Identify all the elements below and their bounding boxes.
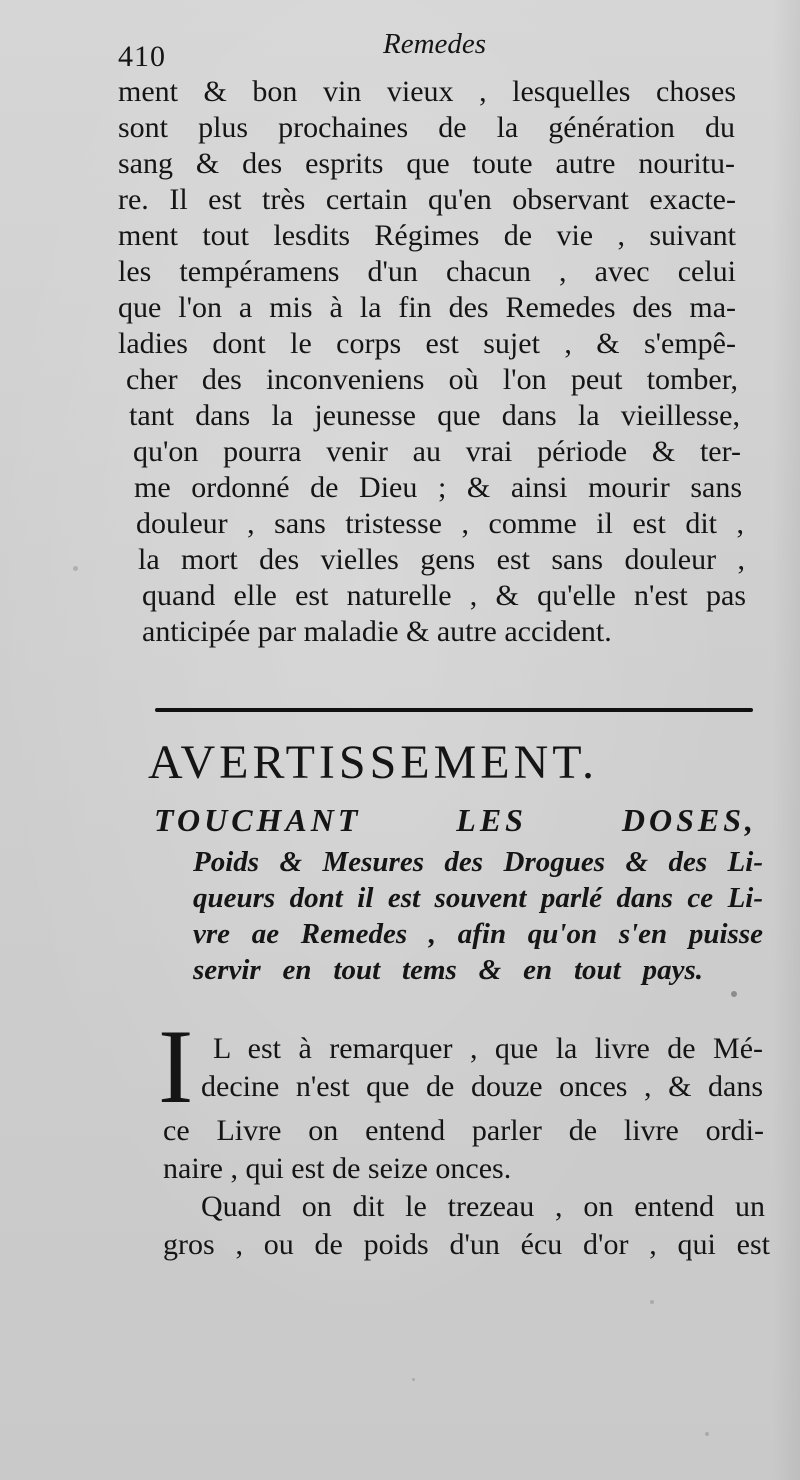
- section-heading: AVERTISSEMENT.: [148, 736, 599, 789]
- paper-speck: [412, 1378, 415, 1381]
- subtitle-line: servir en tout tems & en tout pays.: [193, 954, 703, 986]
- printer-dot-ornament: [731, 991, 737, 997]
- body-line: ladies dont le corps est sujet , & s'empê-: [118, 327, 736, 360]
- page-number: 410: [118, 40, 166, 73]
- body-line: ment tout lesdits Régimes de vie , suivant: [118, 219, 736, 252]
- body-line: douleur , sans tristesse , comme il est dit ,: [136, 507, 744, 540]
- body-line: qu'on pourra venir au vrai période & ter-: [133, 435, 741, 468]
- paragraph-line: Quand on dit le trezeau , on entend un: [201, 1190, 765, 1223]
- body-line: re. Il est très certain qu'en observant exacte-: [118, 183, 736, 216]
- body-line: sang & des esprits que toute autre nouritu-: [118, 147, 735, 180]
- paragraph-line: ce Livre on entend parler de livre ordi-: [163, 1114, 764, 1147]
- section-divider-rule: [155, 708, 753, 712]
- paragraph-line: gros , ou de poids d'un écu d'or , qui est: [163, 1228, 770, 1261]
- body-line: quand elle est naturelle , & qu'elle n'est pas: [142, 579, 746, 612]
- paragraph-line: naire , qui est de seize onces.: [163, 1152, 512, 1185]
- body-line: la mort des vielles gens est sans douleur ,: [138, 543, 745, 576]
- page-edge-shadow: [772, 0, 800, 1480]
- paper-speck: [705, 1432, 709, 1436]
- body-line: les tempéramens d'un chacun , avec celui: [118, 255, 736, 288]
- body-line: me ordonné de Dieu ; & ainsi mourir sans: [134, 471, 742, 504]
- subtitle-line: Poids & Mesures des Drogues & des Li-: [193, 846, 763, 878]
- body-line: ment & bon vin vieux , lesquelles choses: [118, 75, 736, 108]
- paper-speck: [650, 1300, 654, 1304]
- subtitle-line: queurs dont il est souvent parlé dans ce Li-: [193, 882, 763, 914]
- body-line: anticipée par maladie & autre accident.: [142, 615, 612, 648]
- body-line: sont plus prochaines de la génération du: [118, 111, 735, 144]
- drop-cap: I: [158, 1008, 194, 1125]
- running-head: Remedes: [383, 28, 487, 60]
- body-line: que l'on a mis à la fin des Remedes des ma-: [118, 291, 736, 324]
- body-line: cher des inconveniens où l'on peut tomber,: [126, 363, 738, 396]
- subtitle-line: vre ae Remedes , afin qu'on s'en puisse: [193, 918, 763, 950]
- body-line: tant dans la jeunesse que dans la vieillesse,: [129, 399, 740, 432]
- paragraph-line: decine n'est que de douze onces , & dans: [201, 1070, 763, 1103]
- paper-speck: [73, 566, 78, 571]
- section-subheading: TOUCHANT LES DOSES,: [154, 802, 757, 838]
- paragraph-line: L est à remarquer , que la livre de Mé-: [213, 1032, 763, 1065]
